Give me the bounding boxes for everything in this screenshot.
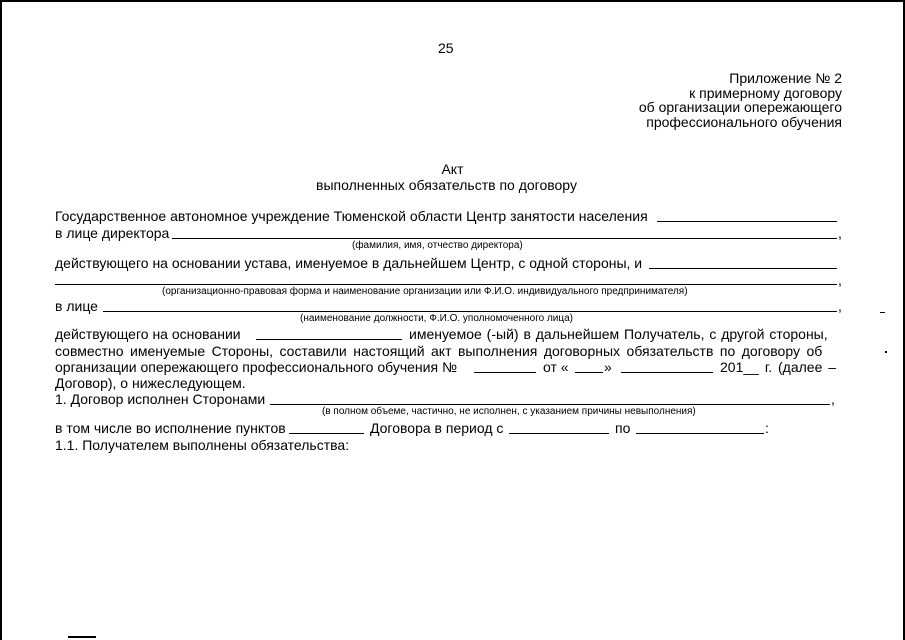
representative-comma: , (838, 298, 842, 314)
doc-title: Акт (441, 161, 464, 177)
contract-year-text: 201__ г. (далее – (720, 359, 837, 375)
recipient-obligations-heading: 1.1. Получателем выполнены обязательства: (55, 437, 350, 453)
appendix-line-1: Приложение № 2 (729, 70, 842, 86)
director-comma: , (838, 225, 842, 241)
performance-caption: (в полном объеме, частично, не исполнен, с указанием причины невыполнения) (322, 406, 696, 417)
appendix-line-3: об организации опережающего (638, 99, 842, 115)
recipient-basis-label: действующего на основании (55, 326, 241, 342)
contract-number-label: организации опережающего профессионального обучения № (55, 359, 457, 375)
counterparty-blank-1[interactable] (649, 268, 837, 269)
representative-caption: (наименование должности, Ф.И.О. уполномоченного лица) (300, 313, 573, 324)
org-name-text: Государственное автономное учреждение Тюменской области Центр занятости населения (55, 208, 648, 224)
performance-comma: , (831, 391, 835, 407)
contract-day-blank[interactable] (575, 372, 603, 373)
recipient-text: именуемое (-ый) в дальнейшем Получатель, с другой стороны, (409, 326, 828, 342)
period-from-blank[interactable] (509, 433, 609, 434)
period-to-blank[interactable] (636, 433, 764, 434)
period-colon: : (765, 420, 769, 436)
director-blank[interactable] (172, 238, 837, 239)
director-caption: (фамилия, имя, отчество директора) (352, 240, 523, 251)
representative-label: в лице (55, 298, 98, 314)
doc-subtitle: выполненных обязательств по договору (316, 177, 577, 193)
counterparty-comma: , (838, 272, 842, 288)
clauses-blank[interactable] (289, 433, 364, 434)
appendix-line-4: профессионального обучения (646, 114, 842, 130)
contract-date-close: » (604, 359, 612, 375)
page-number: 25 (438, 40, 454, 56)
counterparty-blank-2[interactable] (55, 284, 837, 285)
performance-label: 1. Договор исполнен Сторонами (55, 391, 266, 407)
appendix-line-2: к примерному договору (689, 85, 842, 101)
scan-mark (880, 312, 885, 313)
clauses-label: в том числе во исполнение пунктов (55, 420, 286, 436)
contract-ref-text: Договор), о нижеследующем. (55, 375, 246, 391)
recipient-basis-blank[interactable] (256, 339, 402, 340)
counterparty-caption: (организационно-правовая форма и наименование организации или Ф.И.О. индивидуального предпринимателя) (162, 286, 688, 297)
contract-number-blank[interactable] (474, 372, 536, 373)
contract-month-blank[interactable] (621, 372, 713, 373)
period-from-label: Договора в период с (370, 420, 504, 436)
org-name-blank[interactable] (657, 221, 837, 222)
director-label: в лице директора (55, 225, 170, 241)
performance-blank[interactable] (270, 404, 830, 405)
basis-text: действующего на основании устава, именуемое в дальнейшем Центр, с одной стороны, и (55, 255, 643, 271)
parties-text: совместно именуемые Стороны, составили настоящий акт выполнения договорных обязательств по договору об (55, 343, 823, 359)
contract-date-open: от « (543, 359, 569, 375)
scan-dot (885, 351, 887, 353)
footnote-separator (68, 636, 96, 638)
period-to-label: по (615, 420, 631, 436)
representative-blank[interactable] (103, 311, 837, 312)
